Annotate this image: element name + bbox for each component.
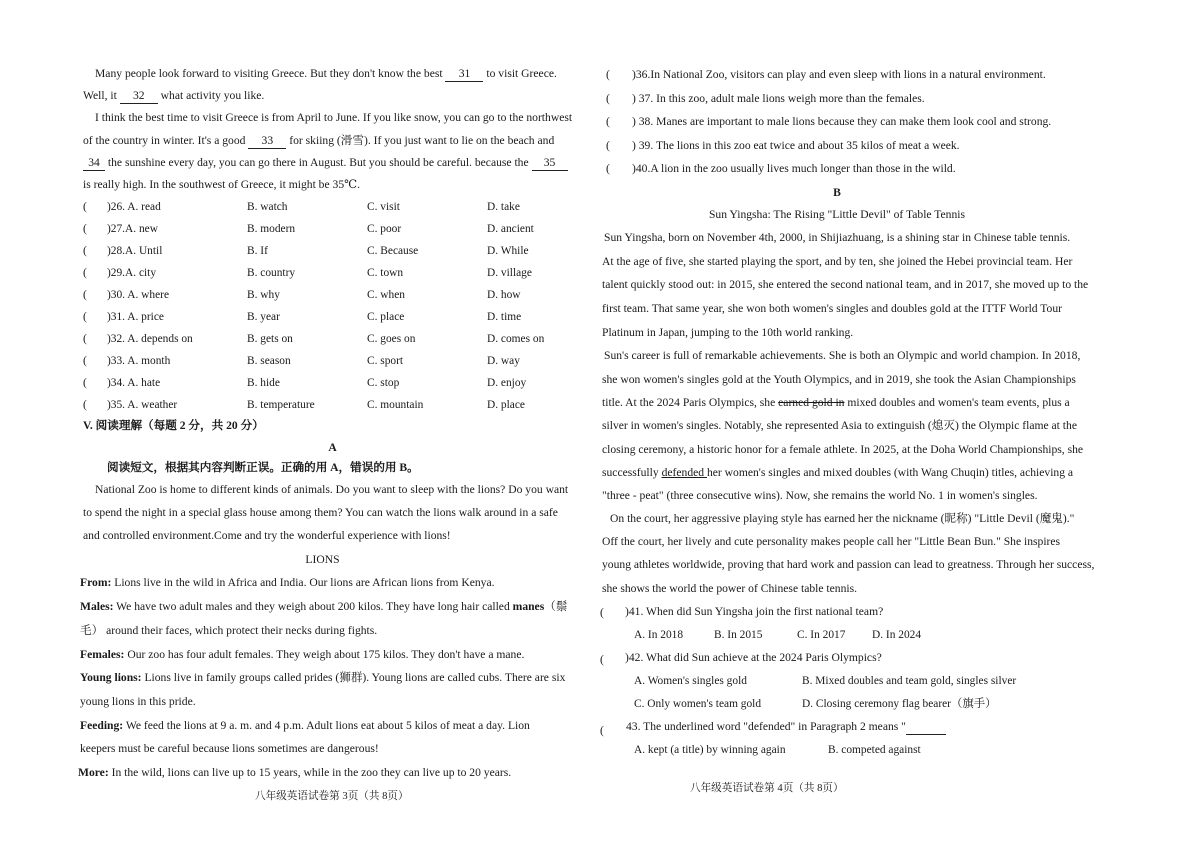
- answer-paren[interactable]: (: [83, 398, 87, 411]
- answer-paren[interactable]: (: [606, 139, 610, 152]
- answer-paren[interactable]: (: [83, 332, 87, 345]
- q43-option-a[interactable]: A. kept (a title) by winning again: [634, 744, 786, 756]
- option-b[interactable]: B. watch: [247, 201, 288, 213]
- section-b-heading: B: [833, 186, 841, 199]
- feeding-line-2: keepers must be careful because lions sometimes are dangerous!: [80, 742, 379, 755]
- question-number-option-a[interactable]: )31. A. price: [107, 311, 164, 323]
- option-b[interactable]: B. temperature: [247, 399, 315, 411]
- article-line: successfully defended her women's singles and mixed doubles (with Wang Chuqin) titles, achieving a: [602, 466, 1074, 479]
- blank-31[interactable]: 31: [445, 67, 483, 82]
- option-c[interactable]: C. sport: [367, 355, 404, 367]
- answer-paren[interactable]: (: [83, 310, 87, 323]
- option-c[interactable]: C. mountain: [367, 399, 424, 411]
- q42-option-a[interactable]: A. Women's singles gold: [634, 675, 747, 687]
- cloze-line-2: Well, it 32 what activity you like.: [83, 89, 265, 102]
- answer-paren-41[interactable]: (: [600, 606, 604, 619]
- from-line: From: Lions live in the wild in Africa and India. Our lions are African lions from Kenya.: [80, 576, 495, 589]
- article-line: "three - peat" (three consecutive wins). Now, she remains the world No. 1 in women's singles.: [602, 489, 1038, 502]
- question-number-option-a[interactable]: )28.A. Until: [107, 245, 163, 257]
- option-d[interactable]: D. how: [487, 289, 521, 301]
- article-line: closing ceremony, a historic honor for a female athlete. In 2025, at the Doha World Championships, she: [602, 443, 1084, 456]
- q43-answer-blank[interactable]: [906, 720, 946, 735]
- males-line: Males: We have two adult males and they weigh about 200 kilos. They have long hair called manes（鬃: [80, 600, 568, 613]
- question-43: 43. The underlined word "defended" in Paragraph 2 means ": [626, 720, 946, 735]
- answer-paren[interactable]: (: [83, 200, 87, 213]
- page-footer-right: 八年级英语试卷第 4页（共 8页）: [690, 783, 844, 794]
- option-d[interactable]: D. place: [487, 399, 525, 411]
- option-c[interactable]: C. place: [367, 311, 405, 323]
- instruction-a: 阅读短文，根据其内容判断正误。正确的用 A，错误的用 B。: [107, 461, 419, 474]
- q43-option-b[interactable]: B. competed against: [828, 744, 921, 756]
- males-line-2: 毛） around their faces, which protect their necks during fights.: [80, 624, 378, 637]
- question-number-option-a[interactable]: )30. A. where: [107, 289, 169, 301]
- answer-paren[interactable]: (: [83, 244, 87, 257]
- option-d[interactable]: D. While: [487, 245, 529, 257]
- section-a-heading: A: [328, 441, 337, 454]
- option-b[interactable]: B. modern: [247, 223, 296, 235]
- option-c[interactable]: C. goes on: [367, 333, 416, 345]
- true-false-statement: )36.In National Zoo, visitors can play and even sleep with lions in a natural environment.: [632, 68, 1046, 81]
- article-line: At the age of five, she started playing the sport, and by ten, she joined the Hebei provincial team. Her: [602, 255, 1073, 268]
- underlined-word-defended: defended: [661, 466, 707, 479]
- intro-line: and controlled environment.Come and try the wonderful experience with lions!: [83, 529, 451, 542]
- question-number-option-a[interactable]: )33. A. month: [107, 355, 171, 367]
- blank-33[interactable]: 33: [248, 134, 286, 149]
- q42-option-d[interactable]: D. Closing ceremony flag bearer（旗手）: [802, 698, 997, 710]
- article-line: Sun Yingsha, born on November 4th, 2000, in Shijiazhuang, is a shining star in Chinese table tennis.: [604, 231, 1071, 244]
- answer-paren[interactable]: (: [83, 222, 87, 235]
- q41-option-c[interactable]: C. In 2017: [797, 629, 846, 641]
- article-line: Off the court, her lively and cute personality makes people call her "Little Bean Bun." She inspires: [602, 535, 1061, 548]
- option-b[interactable]: B. year: [247, 311, 280, 323]
- article-line: On the court, her aggressive playing style has earned her the nickname (昵称) "Little Devil (魔鬼).": [610, 512, 1075, 525]
- blank-34[interactable]: 34: [83, 156, 105, 171]
- option-c[interactable]: C. stop: [367, 377, 400, 389]
- young-lions-line-2: young lions in this pride.: [80, 695, 196, 708]
- cloze-line-4: of the country in winter. It's a good 33 for skiing (滑雪). If you just want to lie on the beach and: [83, 134, 555, 147]
- blank-32[interactable]: 32: [120, 89, 158, 104]
- option-c[interactable]: C. visit: [367, 201, 400, 213]
- true-false-statement: ) 39. The lions in this zoo eat twice and about 35 kilos of meat a week.: [632, 139, 960, 152]
- q42-option-c[interactable]: C. Only women's team gold: [634, 698, 762, 710]
- true-false-statement: ) 37. In this zoo, adult male lions weigh more than the females.: [632, 92, 925, 105]
- question-number-option-a[interactable]: )26. A. read: [107, 201, 161, 213]
- question-number-option-a[interactable]: )34. A. hate: [107, 377, 161, 389]
- question-number-option-a[interactable]: )27.A. new: [107, 223, 158, 235]
- struck-text: earned gold in: [778, 396, 845, 409]
- option-b[interactable]: B. season: [247, 355, 291, 367]
- question-number-option-a[interactable]: )35. A. weather: [107, 399, 178, 411]
- true-false-statement: ) 38. Manes are important to male lions because they can make them look cool and strong.: [632, 115, 1052, 128]
- cloze-line-3: I think the best time to visit Greece is from April to June. If you like snow, you can go to the northwest: [95, 111, 573, 124]
- q41-option-d[interactable]: D. In 2024: [872, 629, 922, 641]
- answer-paren[interactable]: (: [83, 288, 87, 301]
- answer-paren[interactable]: (: [606, 162, 610, 175]
- option-b[interactable]: B. gets on: [247, 333, 293, 345]
- section-v-heading: V. 阅读理解（每题 2 分，共 20 分）: [83, 419, 264, 432]
- option-d[interactable]: D. way: [487, 355, 520, 367]
- option-d[interactable]: D. village: [487, 267, 532, 279]
- feeding-line: Feeding: We feed the lions at 9 a. m. and 4 p.m. Adult lions eat about 5 kilos of meat a day. Lion: [80, 719, 530, 732]
- answer-paren[interactable]: (: [606, 92, 610, 105]
- q41-option-b[interactable]: B. In 2015: [714, 629, 763, 641]
- article-line: Sun's career is full of remarkable achievements. She is both an Olympic and world champion. In 2018,: [604, 349, 1081, 362]
- option-b[interactable]: B. hide: [247, 377, 280, 389]
- females-line: Females: Our zoo has four adult females. They weigh about 175 kilos. They don't have a mane.: [80, 648, 525, 661]
- cloze-line-5: 34 the sunshine every day, you can go there in August. But you should be careful. because the 35: [83, 156, 568, 171]
- answer-paren[interactable]: (: [606, 115, 610, 128]
- young-lions-line: Young lions: Lions live in family groups called prides (狮群). Young lions are called cubs. There are six: [80, 671, 566, 684]
- article-line: title. At the 2024 Paris Olympics, she earned gold in mixed doubles and women's team events, plus a: [602, 396, 1070, 409]
- article-line: Platinum in Japan, jumping to the 10th world ranking.: [602, 326, 854, 339]
- intro-line: to spend the night in a special glass house among them? You can watch the lions walk around in a safe: [83, 506, 558, 519]
- option-c[interactable]: C. when: [367, 289, 405, 301]
- more-line: More: In the wild, lions can live up to 15 years, while in the zoo they can live up to 20 years.: [78, 766, 512, 779]
- cloze-line-6: is really high. In the southwest of Greece, it might be 35℃.: [83, 178, 360, 191]
- cloze-line-1: Many people look forward to visiting Greece. But they don't know the best 31 to visit Greece.: [95, 67, 557, 80]
- article-line: she won women's singles gold at the Youth Olympics, and in 2019, she took the Asian Championships: [602, 373, 1076, 386]
- option-d[interactable]: D. time: [487, 311, 522, 323]
- article-title: Sun Yingsha: The Rising "Little Devil" of Table Tennis: [708, 208, 966, 221]
- question-42: )42. What did Sun achieve at the 2024 Paris Olympics?: [625, 651, 882, 664]
- option-b[interactable]: B. country: [247, 267, 296, 279]
- answer-paren[interactable]: (: [606, 68, 610, 81]
- article-line: young athletes worldwide, proving that hard work and passion can lead to greatness. Through her success,: [602, 558, 1095, 571]
- article-line: first team. That same year, she won both women's singles and doubles gold at the ITTF World Tour: [602, 302, 1063, 315]
- option-d[interactable]: D. enjoy: [487, 377, 527, 389]
- answer-paren-42[interactable]: (: [600, 653, 604, 666]
- question-41: )41. When did Sun Yingsha join the first national team?: [625, 605, 884, 618]
- answer-paren-43[interactable]: (: [600, 724, 604, 737]
- option-d[interactable]: D. comes on: [487, 333, 545, 345]
- question-number-option-a[interactable]: )32. A. depends on: [107, 333, 193, 345]
- option-d[interactable]: D. take: [487, 201, 520, 213]
- option-d[interactable]: D. ancient: [487, 223, 534, 235]
- article-line: talent quickly stood out: in 2015, she entered the second national team, and in 2017, she moved up to the: [602, 278, 1089, 291]
- q41-option-a[interactable]: A. In 2018: [634, 629, 684, 641]
- intro-line: National Zoo is home to different kinds of animals. Do you want to sleep with the lions? Do you want: [95, 483, 569, 496]
- option-c[interactable]: C. poor: [367, 223, 402, 235]
- blank-35[interactable]: 35: [532, 156, 568, 171]
- lions-title: LIONS: [305, 553, 340, 566]
- option-c[interactable]: C. Because: [367, 245, 419, 257]
- option-c[interactable]: C. town: [367, 267, 404, 279]
- article-line: she shows the world the power of Chinese table tennis.: [602, 582, 858, 595]
- answer-paren[interactable]: (: [83, 354, 87, 367]
- answer-paren[interactable]: (: [83, 266, 87, 279]
- page-footer-left: 八年级英语试卷第 3页（共 8页）: [255, 791, 409, 802]
- option-b[interactable]: B. If: [247, 245, 268, 257]
- article-line: silver in women's singles. Notably, she represented Asia to extinguish (熄灭) the Olympic flame at the: [602, 419, 1077, 432]
- answer-paren[interactable]: (: [83, 376, 87, 389]
- true-false-statement: )40.A lion in the zoo usually lives much longer than those in the wild.: [632, 162, 956, 175]
- question-number-option-a[interactable]: )29.A. city: [107, 267, 157, 279]
- option-b[interactable]: B. why: [247, 289, 280, 301]
- q42-option-b[interactable]: B. Mixed doubles and team gold, singles silver: [802, 675, 1017, 687]
